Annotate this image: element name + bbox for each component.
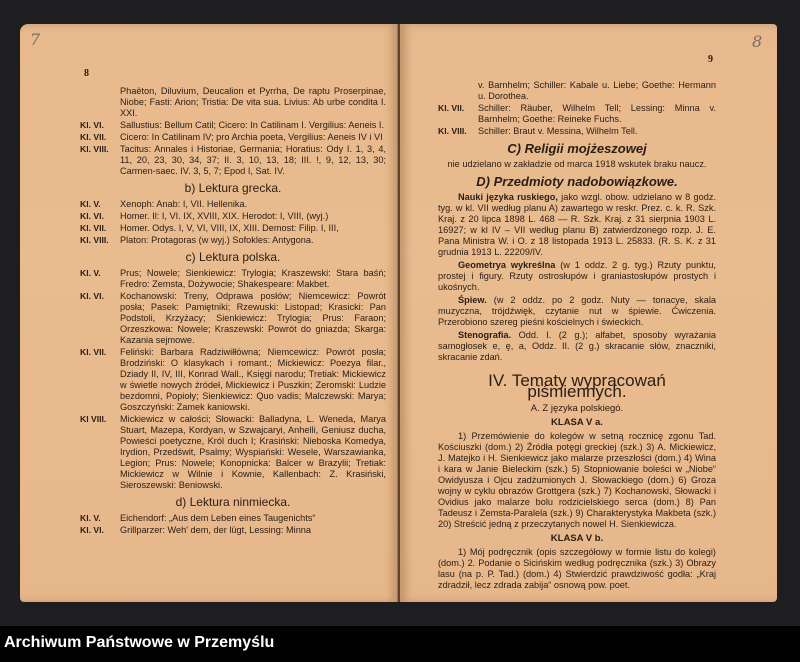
- pencil-page-mark: 8: [752, 32, 763, 51]
- polish-entry: Kl. VII. Feliński: Barbara Radziwiłłówna; Niemcewicz: Powrót posła; Brodziński: O klasykach i romant.; Mickiewicz: Poezya filar., Dziady II, IV, III, Konrad Wall., Księgi narodu; Tretiak: Mickiewicz w świetle nowych źródeł, Mickiewicz i Puszkin; Zeromski: Ludzie bezdomni, Popioły; Sienkiewicz: Quo vadis; Malczewski: Marya; Goszczyński: Zamek kaniowski.: [80, 347, 386, 412]
- latin-intro: Phaëton, Diluvium, Deucalion et Pyrrha, De raptu Proserpinae, Niobe; Fasti: Arion; Tristia: De vita sua. Livius: Ab urbe condita I. XXI.: [120, 86, 386, 118]
- greek-entry: Kl. VII. Homer. Odys. I, V, VI, VIII, IX, XIII. Demost: Filip. I, III,: [80, 223, 339, 233]
- right-page: [400, 24, 777, 602]
- greek-entry: Kl. V. Xenoph: Anab: I, VII. Hellenika.: [80, 199, 248, 209]
- left-page: [20, 24, 398, 602]
- religion-text: nie udzielano w zakładzie od marca 1918 wskutek braku naucz.: [447, 159, 707, 169]
- german-entry: Kl. VIII. Schiller: Braut v. Messina, Wilhelm Tell.: [438, 126, 638, 136]
- page-number: 8: [84, 68, 89, 79]
- optional-subject-paragraph: Stenografia. Odd. I. (2 g.); alfabet, sposoby wyrażania samogłosek e, ę, a, Oddz. II. (2 g.) skracanie słów, znaczniki, skracanie zdań.: [438, 330, 716, 362]
- klasa-vb-title: KLASA V b.: [550, 533, 604, 544]
- greek-entry: Kl. VI. Homer. Il: I, VI. IX, XVIII, XIX. Herodot: I, VIII, (wyj.): [80, 211, 329, 221]
- optional-subject-paragraph: Nauki języka ruskiego, jako wzgl. obow. udzielano w 8 godz. tyg. w kl. VII według planu A) zawartego w reskr. Prez. c. k. R. Szk. Kraj. z 20 lipca 1898 L. 468 — R. Szk. Kraj. z 31 sierpnia 1903 L. 16927; w kl IV – VII według planu B) zatwierdzonego rozp. J. E. Pana Ministra W. i O. z 18 listopada 1913 L. 25833. (R. S. K. z 31 grudnia 1913 L. 22209/IV.: [438, 192, 716, 257]
- page-number: 9: [708, 54, 713, 65]
- right-page-content: [438, 80, 716, 593]
- german-continuation: v. Barnhelm; Schiller: Kabale u. Liebe; Goethe: Hermann u. Dorothea.: [478, 80, 716, 101]
- klasa-vb-topics: 1) Mój podręcznik (opis szczegółowy w formie listu do kolegi) (dom.) 2. Podanie o Sicińskim według podręcznika (szk.) 3) Obrazy lasu (na p. P. Tad.) (dom.) 4) Stwierdzić prawdziwość godła: „Kraj zdradził, lecz zdrada zabija“ osnową pow. poet.: [438, 547, 716, 590]
- german-entry: Kl. VI. Grillparzer: Weh' dem, der lügt, Lessing: Minna: [80, 525, 312, 535]
- klasa-va-title: KLASA V a.: [551, 417, 603, 428]
- section-title-greek: b) Lektura grecka.: [184, 181, 282, 195]
- latin-entry: Kl. VII. Cicero: In Catilinam IV; pro Archia poeta, Vergilius: Aeneis IV i VI: [80, 132, 383, 142]
- subsection-title: A. Z języka polskiegó.: [530, 403, 624, 414]
- archive-footer: [0, 626, 800, 662]
- latin-entry: Kl. VIII. Tacitus: Annales i Historiae, Germania; Horatius: Ody I. 1, 3, 4, 11, 20, 23, 30, 34, 37; II. 3, 10, 13, 18; III. !, 9, 12, 13, 30; Carmen-saec. IV. 3, 5, 7; Epod I, Sat. IV.: [80, 144, 386, 176]
- optional-subject-paragraph: Geometrya wykreślna (w 1 oddz. 2 g. tyg.) Rzuty punktu, prostej i figury. Rzuty ostrosłupów i graniastosłupów prostych i ukośnych.: [438, 260, 716, 292]
- left-page-content: [80, 86, 386, 537]
- optional-subject-paragraph: Śpiew. (w 2 oddz. po 2 godz. Nuty — tonacye, skala muzyczna, trójdźwięk, czytanie nut w śpiewie. Ćwiczenia. Przerobiono szereg pieśni kościelnych i świeckich.: [438, 295, 716, 327]
- archive-name: Archiwum Państwowe w Przemyślu: [4, 634, 275, 651]
- german-entry: Kl. V. Eichendorf: „Aus dem Leben eines Taugenichts“: [80, 513, 316, 523]
- polish-entry: Kl. VI. Kochanowski: Treny, Odprawa posłów; Niemcewicz: Powrót posła; Pasek: Pamiętniki; Rzewuski: Listopad; Krasicki: Pan Podstoli, Krzyżacy; Sienkiewicz: Trylogia; Prus: Faraon; Orzeszkowa: Nowele; Kraszewski: Powrót do gniazda; Skarga: Kazania sejmowe.: [80, 291, 386, 345]
- chapter-title: IV. Tematy wypracowań piśmiennych.: [488, 371, 666, 401]
- pencil-page-mark: 7: [30, 30, 41, 49]
- greek-entry: Kl. VIII. Platon: Protagoras (w wyj.) Sofokles: Antygona.: [80, 235, 314, 245]
- polish-entry: Kl VIII. Mickiewicz w całości; Słowacki: Balladyna, L. Weneda, Marya Stuart, Mazepa, Kordyan, w Szwajcaryi, Anhelli, Geniusz ducha, Powieści poetyczne, Król duch I; Krasiński: Nieboska Komedya, Irydion, Przedświt, Psalmy; Wyspiański: Wesele, Warszawianka, Legion; Prus: Nowele; Konopnicka: Balcer w Brazylii; Tretiak: Mickiewicz w Wilnie i Kownie, Kallenbach: Z. Krasiński, Sieroszewski: Beniowski.: [80, 414, 386, 490]
- german-entry: Kl. VII. Schiller: Räuber, Wilhelm Tell; Lessing: Minna v. Barnhelm; Goethe: Reineke Fuchs.: [438, 103, 716, 124]
- section-title-optional-subjects: D) Przedmioty nadobowiązkowe.: [476, 174, 678, 189]
- latin-entry: Kl. VI. Sallustius: Bellum Catil; Cicero: In Catilinam I. Vergilius: Aeneis I.: [80, 120, 384, 130]
- klasa-va-topics: 1) Przemówienie do kolegów w setną rocznicę zgonu Tad. Kościuszki (dom.) 2) Źródła potęgi greckiej (szk.) 3) A. Mickiewicz, J. Matejko i H. Sienkiewicz jako malarze przeszłości (dom.) 4) Wina i kara w Janie Bieleckim (szk.) 5) Stopniowanie boleści w „Niobe“ Owidyusza i Ojcu zadżumionych J. Słowackiego (dom.) 6) Groza wojny w cyklu obrazów Grottgera (szk.) 7) Kochanowski, Słowacki i Ovidius jako malarze bolu rodzicielskiego serca (dom.) 8) Pan Tadeusz i Zemsta-Paralela (szk.) 9) Charakterystyka Makbeta (szk.) 20) Streścić jedną z przeczytanych nowel H. Sienkiewicza.: [438, 431, 716, 529]
- section-title-religion: C) Religii mojżeszowej: [507, 141, 647, 156]
- polish-entry: Kl. V. Prus; Nowele; Sienkiewicz: Trylogia; Kraszewski: Stara baśń; Fredro: Zemsta, Dożywocie; Shakespeare: Makbet.: [80, 268, 386, 289]
- section-title-polish: c) Lektura polska.: [185, 250, 281, 264]
- section-title-german: d) Lektura ninmiecka.: [175, 495, 291, 509]
